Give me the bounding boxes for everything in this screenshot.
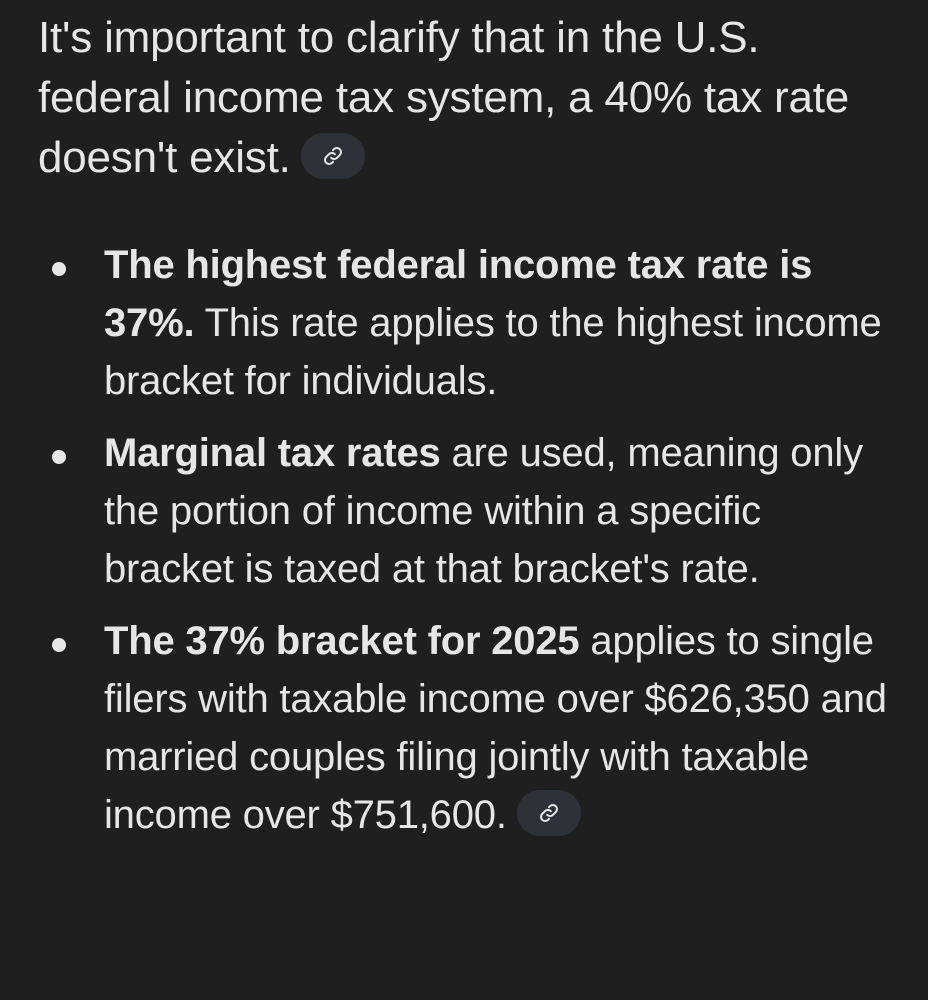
bullet-bold-text: The highest federal income tax rate is 37%. [104, 243, 813, 345]
list-item [0, 612, 928, 844]
bullet-text: applies to single filers with taxable income over $626,350 and married couples filing jointly with taxable income over $751,600. [104, 619, 887, 837]
bullet-dot [52, 450, 66, 464]
source-link-chip[interactable] [517, 790, 581, 836]
intro-paragraph [38, 8, 898, 188]
link-icon [538, 802, 560, 824]
list-item [0, 424, 928, 598]
source-link-chip[interactable] [301, 133, 365, 179]
bullet-bold-text: Marginal tax rates [104, 431, 441, 475]
bullet-text: This rate applies to the highest income bracket for individuals. [104, 301, 882, 403]
intro-text: It's important to clarify that in the U.S. federal income tax system, a 40% tax rate doesn't exist. [38, 13, 850, 182]
list-item [0, 236, 928, 410]
bullet-dot [52, 638, 66, 652]
bullet-list [0, 236, 928, 844]
bullet-text: are used, meaning only the portion of income within a specific bracket is taxed at that bracket's rate. [104, 431, 863, 591]
bullet-dot [52, 262, 66, 276]
bullet-bold-text: The 37% bracket for 2025 [104, 619, 580, 663]
link-icon [322, 145, 344, 167]
